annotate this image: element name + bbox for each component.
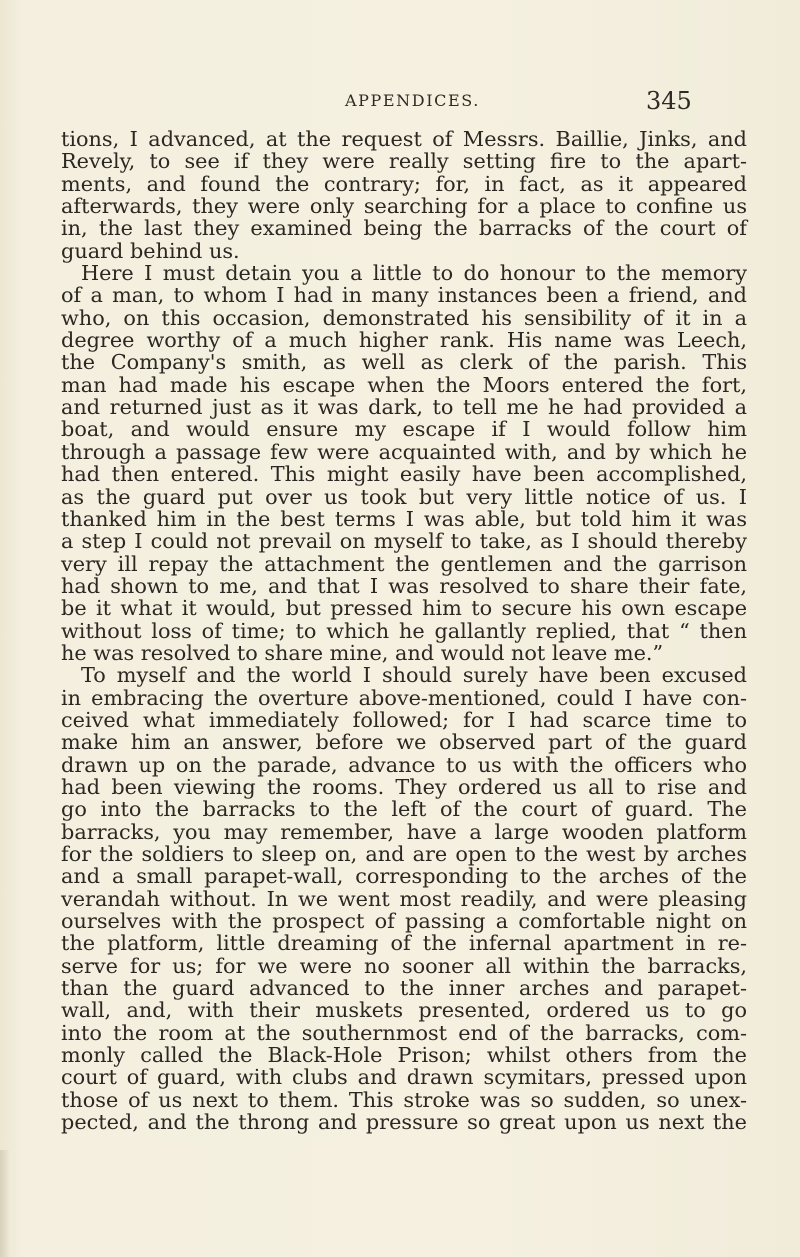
text-line: had been viewing the rooms. They ordered us all to rise and — [61, 774, 747, 799]
text-line: had then entered. This might easily have been accomplished, — [61, 462, 747, 487]
page-gutter-shadow — [0, 1150, 10, 1257]
text-line: To myself and the world I should surely have been excused — [81, 663, 747, 688]
text-line: had shown to me, and that I was resolved to share their fate, — [61, 573, 747, 598]
text-line: ments, and found the contrary; for, in fact, as it appeared — [61, 171, 747, 196]
text-line: without loss of time; to which he gallantly replied, that “ then — [61, 618, 747, 643]
text-line: as the guard put over us took but very little notice of us. I — [61, 484, 747, 509]
text-line: tions, I advanced, at the request of Messrs. Baillie, Jinks, and — [61, 127, 747, 151]
page-number: 345 — [646, 87, 692, 115]
text-line: degree worthy of a much higher rank. His name was Leech, — [61, 328, 747, 353]
text-line: afterwards, they were only searching for a place to confine us — [61, 194, 747, 219]
text-line: in, the last they examined being the barracks of the court of — [61, 216, 747, 241]
text-line: court of guard, with clubs and drawn scymitars, pressed upon — [61, 1065, 747, 1090]
text-line: guard behind us. — [61, 238, 240, 263]
text-line: he was resolved to share mine, and would not leave me.” — [61, 640, 664, 665]
text-line: go into the barracks to the left of the court of guard. The — [61, 797, 747, 822]
text-line: pected, and the throng and pressure so great upon us next the — [61, 1110, 747, 1135]
text-line: boat, and would ensure my escape if I would follow him — [61, 417, 747, 442]
text-line: very ill repay the attachment the gentlemen and the garrison — [61, 551, 747, 576]
text-line: thanked him in the best terms I was able, but told him it was — [61, 506, 747, 531]
text-line: through a passage few were acquainted with, and by which he — [61, 439, 747, 464]
text-line: into the room at the southernmost end of the barracks, com- — [61, 1020, 747, 1045]
text-line: wall, and, with their muskets presented, ordered us to go — [61, 998, 747, 1023]
text-line: serve for us; for we were no sooner all within the barracks, — [61, 953, 747, 978]
text-line: ceived what immediately followed; for I had scarce time to — [61, 707, 747, 732]
text-line: drawn up on the parade, advance to us with the officers who — [61, 752, 747, 777]
text-line: a step I could not prevail on myself to take, as I should thereby — [61, 529, 747, 554]
text-line: who, on this occasion, demonstrated his sensibility of it in a — [61, 305, 747, 330]
text-line: than the guard advanced to the inner arches and parapet- — [61, 976, 747, 1001]
text-line: barracks, you may remember, have a large wooden platform — [61, 819, 747, 844]
text-line: make him an answer, before we observed part of the guard — [61, 730, 747, 755]
text-line: for the soldiers to sleep on, and are open to the west by arches — [61, 842, 747, 866]
body-text — [61, 128, 747, 1133]
text-line: Here I must detain you a little to do honour to the memory — [81, 261, 747, 286]
text-line: man had made his escape when the Moors entered the fort, — [61, 372, 747, 397]
text-line: in embracing the overture above-mentioned, could I have con- — [61, 685, 747, 710]
text-line: Revely, to see if they were really setting fire to the apart- — [61, 149, 747, 174]
text-line: ourselves with the prospect of passing a comfortable night on — [61, 909, 747, 934]
running-head: APPENDICES. — [345, 91, 480, 110]
text-line: monly called the Black-Hole Prison; whilst others from the — [61, 1043, 747, 1068]
text-line: and a small parapet-wall, corresponding to the arches of the — [61, 864, 747, 889]
page-header — [0, 87, 800, 117]
text-line: those of us next to them. This stroke was so sudden, so unex- — [61, 1087, 747, 1112]
text-line: the platform, little dreaming of the infernal apartment in re- — [61, 931, 747, 956]
text-line: the Company's smith, as well as clerk of the parish. This — [61, 350, 747, 375]
text-line: and returned just as it was dark, to tell me he had provided a — [61, 395, 747, 420]
text-line: of a man, to whom I had in many instances been a friend, and — [61, 283, 747, 308]
text-line: verandah without. In we went most readily, and were pleasing — [61, 886, 747, 911]
text-line: be it what it would, but pressed him to secure his own escape — [61, 596, 747, 621]
